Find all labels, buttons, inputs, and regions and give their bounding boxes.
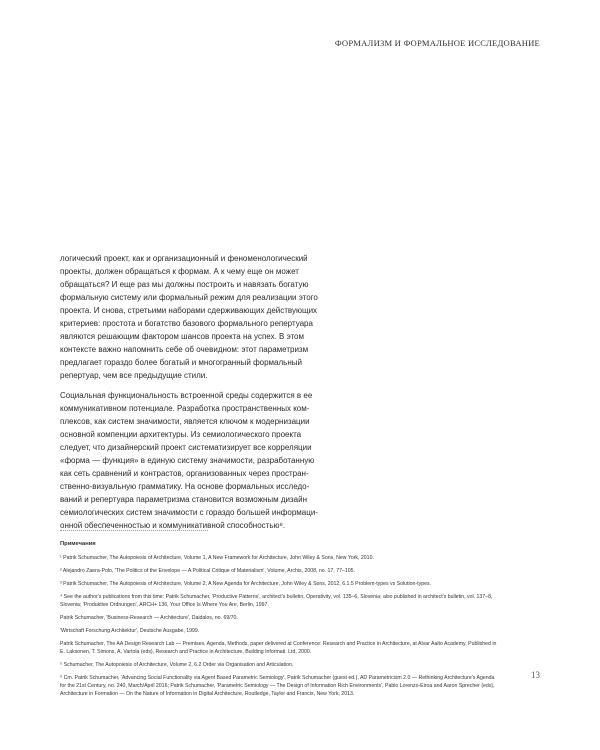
note-line: E. Laksonen, T. Simons, A. Vartola (eds), Research and Practice in Architecture, Building Informati. Ltd, 2000. <box>60 649 312 655</box>
text-line: формальную систему или формальный режим для реализации этого <box>60 293 318 302</box>
text-line: как сеть сравнений и контрастов, организованных через простран- <box>60 469 309 478</box>
notes-divider <box>60 530 208 531</box>
text-line: ственно-визуальную грамматику. На основе формальных исследо- <box>60 482 310 491</box>
paragraph-2 <box>60 389 328 532</box>
text-line: семиологических систем значимости с гораздо большей информаци- <box>60 508 318 517</box>
notes-title: Примечания <box>60 541 96 547</box>
text-line: контексте важно напомнить себе об очевидном: этот параметризм <box>60 345 309 354</box>
note-line: Architecture in Formation — On the Nature of Information in Digital Architecture, Routledge, Taylor and Francis, New York, 2013. <box>60 691 355 697</box>
note-item <box>60 661 544 669</box>
note-item <box>60 614 544 622</box>
note-item <box>60 593 544 609</box>
text-line: «форма — функция» в единую систему значимости, разработанную <box>60 456 315 465</box>
note-line: ² Alejandro Zaera-Polo, 'The Politics of the Envelope — A Political Critique of Materialism', Volume, Archis, 2008, no. 17, 77–105. <box>60 568 355 574</box>
text-line: проекта. И снова, стретьими наборами сдерживающих действующих <box>60 306 318 315</box>
text-line: обращаться? И еще раз мы должны построить и навязать богатую <box>60 280 309 289</box>
text-line: Социальная функциональность встроенной среды содержится в ее <box>60 391 313 400</box>
note-item <box>60 640 544 656</box>
text-line: онной обеспеченностью и коммуникативной способностью⁸. <box>60 521 286 530</box>
text-line: проекты, должен обращаться к формам. А к чему еще он может <box>60 267 299 276</box>
note-line: Patrik Schumacher, The AA Design Research Lab — Premises, Agenda, Methods, paper delivered at Conference: Research and Practice in Architecture, at Alvar Aalto Academy, Published in <box>60 641 497 647</box>
note-line: ⁶ Cm. Patrik Schumacher, 'Advancing Social Functionality via Agent Based Parametric Semiology', Patrik Schumacher (guest ed.), AD Parametricism 2.0 — Rethinking Architecture's Agenda <box>60 675 495 681</box>
text-line: логический проект, как и организационный и феноменологический <box>60 254 308 263</box>
note-line: ⁵ Schumacher, The Autopoiesis of Architecture, Volume 2, 6.2 Order via Organisation and Articulation. <box>60 662 294 668</box>
page-number: 13 <box>531 670 540 680</box>
text-line: плексов, как систем значимости, является ключом к модернизации <box>60 417 310 426</box>
text-line: ваний и репертуара параметризма становится возможным дизайн <box>60 495 308 504</box>
note-line: ⁴ See the author's publications from this time: Patrik Schumacher, 'Productive Patterns', architect's bulletin, Operativity, vol. 135–6, Slovenia; also published in architect's bulletin, vol. 137–8, <box>60 594 493 600</box>
note-item <box>60 567 544 575</box>
notes-section <box>60 540 544 703</box>
text-line: критериев: простота и богатство базового формального репертуара <box>60 319 313 328</box>
text-line: являются решающим фактором шансов проекта на успех. В этом <box>60 332 305 341</box>
body-text <box>60 252 328 539</box>
text-line: предлагает гораздо более богатый и многогранный формальный <box>60 358 302 367</box>
text-line: репертуар, чем все предыдущие стили. <box>60 371 208 380</box>
text-line: коммуникативном потенциале. Разработка пространственных ком- <box>60 404 310 413</box>
note-item <box>60 554 544 562</box>
note-line: ¹ Patrik Schumacher, The Autopoiesis of Architecture, Volume 1, A New Framework for Architecture, John Wiley & Sons, New York, 2010. <box>60 555 374 561</box>
note-line: ³ Patrik Schumacher, The Autopoiesis of Architecture, Volume 2, A New Agenda for Architecture, John Wiley & Sons, 2012, 6.1.5 Problem-types vs Solution-types. <box>60 581 431 587</box>
running-header: ФОРМАЛИЗМ И ФОРМАЛЬНОЕ ИССЛЕДОВАНИЕ <box>334 38 540 48</box>
note-item <box>60 674 544 698</box>
paragraph-1 <box>60 252 328 382</box>
note-line: Slovenia; 'Produktive Ordnungen', ARCH+ 136, Your Office Is Where You Are, Berlin, 1997. <box>60 602 269 608</box>
note-line: Patrik Schumacher, 'Business-Research — Architecture', Daidalos, no. 69/70. <box>60 615 238 621</box>
text-line: следует, что дизайнерский проект систематизирует все корреляции <box>60 443 312 452</box>
note-line: 'Wirtschaft Forschung Architektur', Deutsche Ausgabe, 1999. <box>60 628 200 634</box>
text-line: основной компенции архитектуры. Из семиологического проекта <box>60 430 302 439</box>
note-item <box>60 580 544 588</box>
note-item <box>60 627 544 635</box>
note-line: for the 21st Century, no. 240, March/April 2016; Patrik Schumacher, 'Parametric Semiology — The Design of Information Rich Environments', Pablo Lorenzo-Eiroa and Aaron Sprecher (eds), <box>60 683 495 689</box>
